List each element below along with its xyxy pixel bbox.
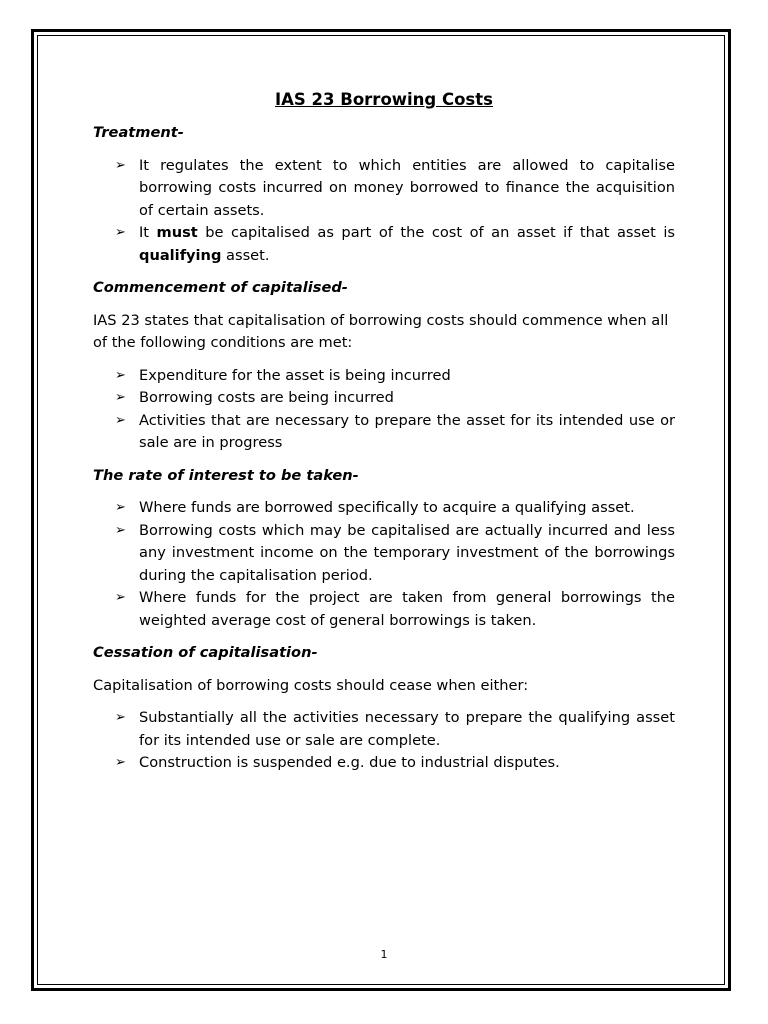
list-cessation bbox=[93, 707, 675, 775]
arrow-bullet-icon: ➢ bbox=[115, 157, 126, 173]
list-item: ➢ Activities that are necessary to prepare the asset for its intended use or sale are in progress bbox=[115, 411, 675, 451]
bold-term: qualifying bbox=[139, 246, 222, 264]
arrow-bullet-icon: ➢ bbox=[115, 710, 126, 725]
heading-commencement: Commencement of capitalised- bbox=[93, 279, 348, 296]
document-body bbox=[93, 88, 675, 785]
list-item: ➢ Borrowing costs which may be capitalised are actually incurred and less any investment income on the temporary investment of the borrowings during the capitalisation period. bbox=[115, 521, 675, 584]
list-item: ➢ Where funds are borrowed specifically to acquire a qualifying asset. bbox=[139, 497, 675, 520]
list-item: ➢ Where funds for the project are taken from general borrowings the weighted average cost of general borrowings is taken. bbox=[115, 589, 675, 629]
page-number: 1 bbox=[380, 948, 388, 961]
document-title: IAS 23 Borrowing Costs bbox=[275, 90, 493, 109]
list-item: ➢ It regulates the extent to which entities are allowed to capitalise borrowing costs incurred on money borrowed to finance the acquisition of certain assets. bbox=[115, 156, 675, 219]
arrow-bullet-icon: ➢ bbox=[115, 522, 126, 538]
arrow-bullet-icon: ➢ bbox=[115, 590, 126, 605]
arrow-bullet-icon: ➢ bbox=[115, 390, 126, 405]
list-item: ➢ Expenditure for the asset is being incurred bbox=[139, 365, 675, 388]
arrow-bullet-icon: ➢ bbox=[115, 755, 126, 770]
paragraph-commencement: IAS 23 states that capitalisation of borrowing costs should commence when all of the following conditions are met: bbox=[93, 311, 669, 351]
heading-treatment: Treatment- bbox=[93, 124, 184, 141]
list-item: ➢ Substantially all the activities necessary to prepare the qualifying asset for its intended use or sale are complete. bbox=[115, 709, 675, 749]
arrow-bullet-icon: ➢ bbox=[115, 367, 126, 383]
heading-rate: The rate of interest to be taken- bbox=[93, 466, 359, 484]
paragraph-cessation: Capitalisation of borrowing costs should cease when either: bbox=[93, 676, 529, 694]
list-item: ➢ Construction is suspended e.g. due to industrial disputes. bbox=[139, 752, 675, 775]
bold-term: must bbox=[156, 224, 198, 241]
list-item: ➢ Borrowing costs are being incurred bbox=[139, 387, 675, 410]
arrow-bullet-icon: ➢ bbox=[115, 225, 126, 240]
list-treatment bbox=[93, 155, 675, 268]
list-rate bbox=[93, 497, 675, 632]
heading-cessation: Cessation of capitalisation- bbox=[93, 644, 318, 661]
arrow-bullet-icon: ➢ bbox=[115, 500, 126, 515]
arrow-bullet-icon: ➢ bbox=[115, 412, 126, 428]
list-item: ➢ It must be capitalised as part of the cost of an asset if that asset is qualifying asset. bbox=[115, 224, 675, 264]
list-commencement bbox=[93, 365, 675, 455]
